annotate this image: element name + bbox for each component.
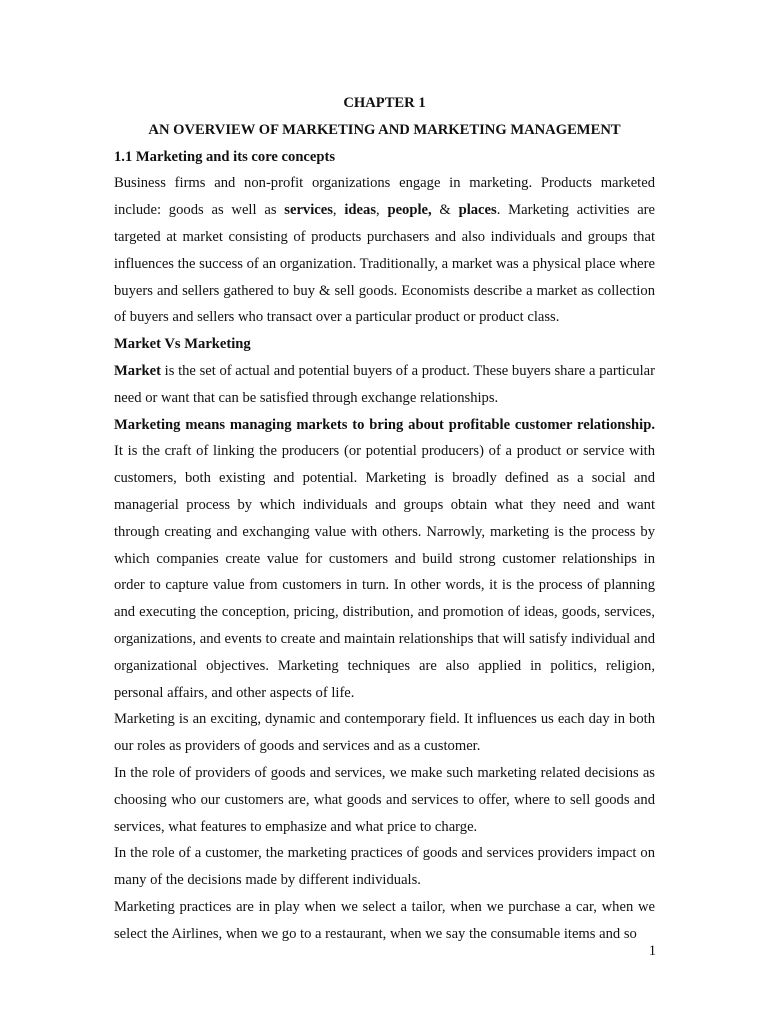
paragraph-exciting-field: Marketing is an exciting, dynamic and contemporary field. It influences us each day in both our roles as providers of goods and services and as a customer. bbox=[114, 711, 655, 755]
bold-term-services: services bbox=[284, 202, 333, 219]
bold-term-people: people, bbox=[387, 202, 432, 219]
paragraph-text: Business firms and non-profit organizations engage in marketing. Products marketed include: goods as well as bbox=[114, 175, 655, 219]
separator: , bbox=[376, 202, 388, 219]
bold-term-market: Market bbox=[114, 362, 162, 379]
chapter-label: CHAPTER 1 bbox=[343, 95, 426, 111]
paragraph-customer-role: In the role of a customer, the marketing practices of goods and services providers impact on many of the decisions made by different individuals. bbox=[114, 845, 655, 889]
document-page bbox=[114, 90, 655, 948]
bold-definition: Marketing means managing markets to bring about profitable customer relationship. bbox=[114, 416, 655, 433]
section-heading: 1.1 Marketing and its core concepts bbox=[114, 148, 336, 165]
paragraph-text: . Marketing activities are targeted at market consisting of products purchasers and also individuals and groups that influences the success of an organization. Traditionally, a market was a physical place where buyers and sellers gathered to buy & sell goods. Economists describe a market as collection of buyers and sellers who transact over a particular product or product class. bbox=[114, 202, 656, 326]
bold-term-places: places bbox=[458, 202, 497, 219]
paragraph-practices: Marketing practices are in play when we select a tailor, when we purchase a car, when we select the Airlines, when we go to a restaurant, when we say the consumable items and so bbox=[114, 898, 655, 942]
paragraph-intro bbox=[114, 170, 655, 331]
page-number: 1 bbox=[648, 943, 656, 959]
paragraph-market bbox=[114, 358, 655, 412]
paragraph-text: is the set of actual and potential buyers of a product. These buyers share a particular need or want that can be satisfied through exchange relationships. bbox=[114, 362, 655, 406]
paragraph-text: It is the craft of linking the producers (or potential producers) of a product or service with customers, both existing and potential. Marketing is broadly defined as a social and managerial process by which individuals and groups obtain what they need and want through creating and exchanging value with others. Narrowly, marketing is the process by which companies create value for customers and build strong customer relationships in order to capture value from customers in turn. In other words, it is the process of planning and executing the conception, pricing, distribution, and promotion of ideas, goods, services, organizations, and events to create and maintain relationships that will satisfy individual and organizational objectives. Marketing techniques are also applied in politics, religion, personal affairs, and other aspects of life. bbox=[114, 443, 655, 701]
separator: & bbox=[431, 202, 459, 219]
separator: , bbox=[332, 202, 345, 219]
chapter-title: AN OVERVIEW OF MARKETING AND MARKETING MANAGEMENT bbox=[148, 121, 621, 138]
paragraph-marketing-definition bbox=[114, 412, 655, 707]
paragraph-provider-role: In the role of providers of goods and services, we make such marketing related decisions as choosing who our customers are, what goods and services to offer, where to sell goods and services, what features to emphasize and what price to charge. bbox=[114, 764, 655, 835]
subheading-market-vs-marketing: Market Vs Marketing bbox=[114, 336, 251, 353]
bold-term-ideas: ideas bbox=[344, 202, 376, 219]
